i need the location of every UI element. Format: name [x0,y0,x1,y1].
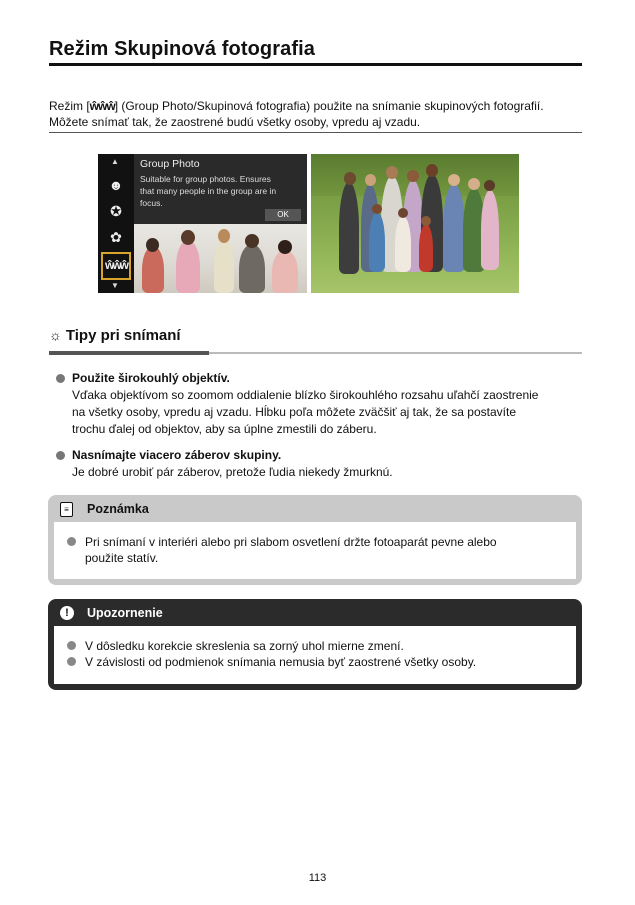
note-box [48,495,582,585]
title-divider [49,63,582,66]
note-line: použite statív. [85,551,159,565]
caution-text: V dôsledku korekcie skreslenia sa zorný uhol mierne zmení. [85,639,404,653]
bullet-icon [67,537,76,546]
tip-title: Použite širokouhlý objektív. [72,371,230,385]
group-photo-icon: ŵŵŵ [89,99,115,113]
exclamation-icon: ! [60,606,74,620]
close-up-icon: ✿ [110,229,122,245]
tip-line: Vďaka objektívom so zoomom oddialenie blízko širokouhlého rozsahu uľahčí zaostrenie [72,388,539,402]
tip-line: na všetky osoby, vpredu aj vzadu. Hĺbku poľa môžete zväčšiť aj tak, že sa postavíte [72,405,516,419]
group-photo-example [311,154,519,293]
caution-heading: Upozornenie [87,606,163,620]
tips-divider-light [209,352,582,354]
intro-divider [49,132,582,133]
night-portrait-icon: ☻ [108,177,124,193]
intro-suffix: ] (Group Photo/Skupinová fotografia) použite na snímanie skupinových fotografií. [114,99,544,113]
tip-item [56,447,586,483]
intro-prefix: Režim [ [49,99,90,113]
caution-text: V závislosti od podmienok snímania nemusia byť zaostrené všetky osoby. [85,655,477,669]
bullet-icon [56,374,65,383]
page-number: 113 [308,872,327,884]
group-preview-image [134,224,307,293]
caution-box [48,599,582,690]
memo-icon: ≡ [60,502,73,517]
caution-body [54,626,576,684]
bulb-icon: ☼ [49,327,62,343]
tips-divider-dark [49,351,209,355]
tip-line: Je dobré urobiť pár záberov, pretože ľudia niekedy žmurknú. [72,465,393,479]
tip-line: trochu ďalej od objektov, aby sa úplne zmestili do záberu. [72,422,377,436]
note-item [67,534,567,568]
tip-item [56,370,586,438]
mode-description: Suitable for group photos. Ensures that many people in the group are in focus. [140,174,277,208]
intro-text [49,98,589,130]
page-title: Režim Skupinová fotografia [49,38,315,60]
caution-item [67,638,567,654]
bullet-icon [67,657,76,666]
arrow-up-icon: ▲ [111,157,119,166]
note-text [85,534,565,566]
note-line: Pri snímaní v interiéri alebo pri slabom osvetlení držte fotoaparát pevne alebo [85,535,497,549]
note-body [54,522,576,579]
tip-body [72,464,582,481]
candlelight-icon: ✪ [110,203,122,219]
intro-line2: Môžete snímať tak, že zaostrené budú všetky osoby, vpredu aj vzadu. [49,115,421,129]
camera-screen-illustration [98,154,307,293]
scene-mode-menu [98,154,134,293]
tips-heading-text: Tipy pri snímaní [65,327,181,344]
group-photo-icon: ŵŵŵ [101,252,131,280]
note-heading: Poznámka [87,502,149,516]
ok-button: OK [265,209,301,221]
tip-title: Nasnímajte viacero záberov skupiny. [72,448,282,462]
mode-info-panel [134,154,307,224]
tip-body [72,387,582,438]
bullet-icon [67,641,76,650]
tips-heading [49,327,181,344]
mode-heading: Group Photo [140,158,200,170]
bullet-icon [56,451,65,460]
caution-item [67,654,567,670]
arrow-down-icon: ▼ [111,281,119,290]
